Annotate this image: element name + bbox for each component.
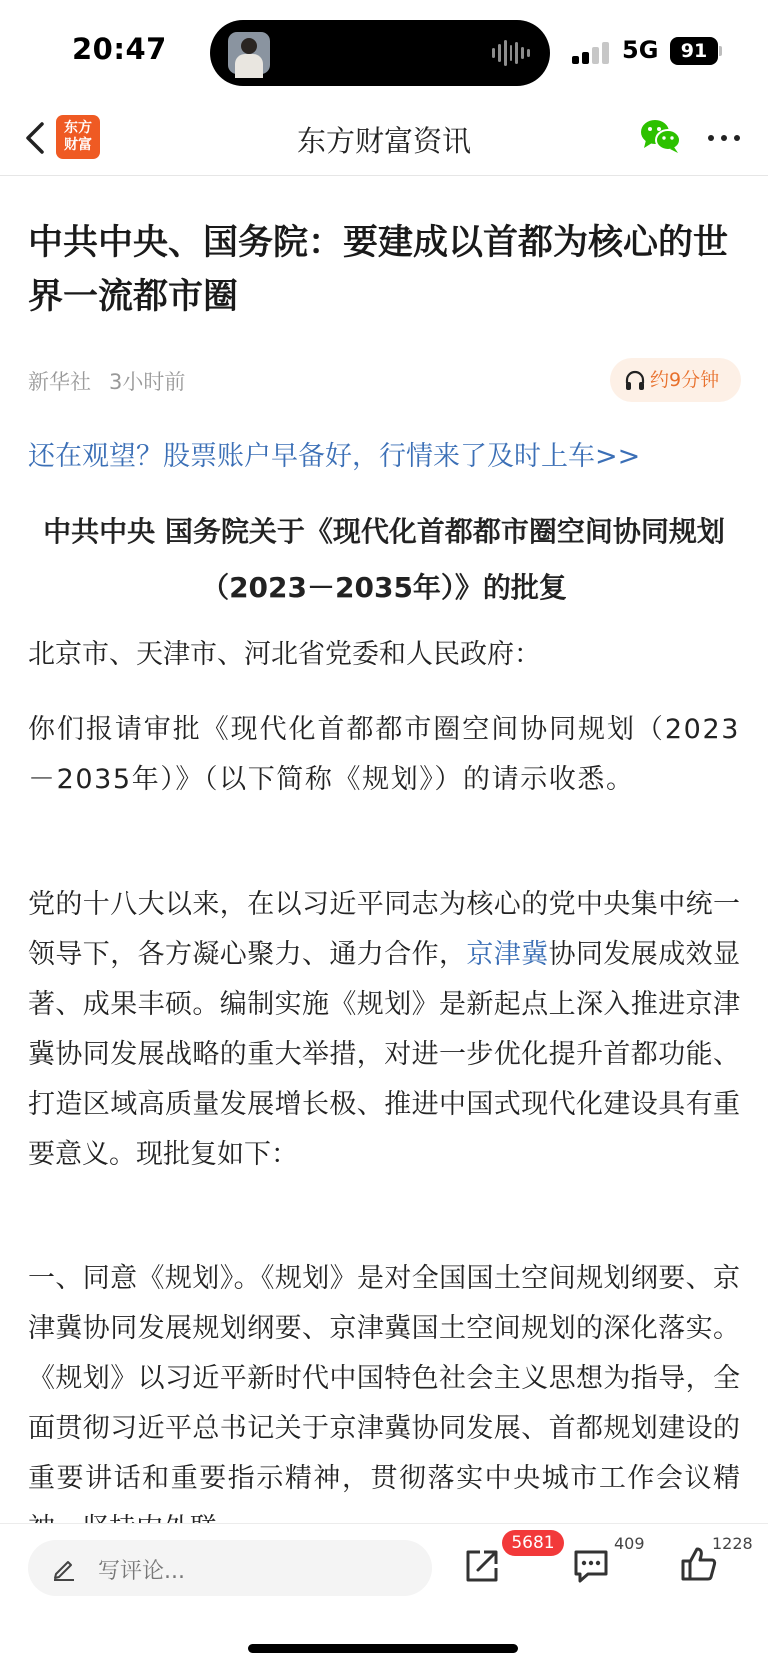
comments-button[interactable] — [572, 1548, 610, 1584]
audio-wave-icon — [492, 38, 530, 68]
battery-level: 91 — [670, 37, 718, 65]
comment-placeholder: 写评论... — [98, 1559, 185, 1584]
pencil-icon — [50, 1554, 78, 1582]
island-avatar-icon — [228, 32, 270, 74]
paragraph-3-text: 党的十八大以来，在以习近平同志为核心的党中央集中统一领导下，各方凝心聚力、通力合作， — [28, 889, 740, 970]
document-heading: 中共中央 国务院关于《现代化首都都市圈空间协同规划（2023－2035年）》的批复 — [43, 515, 725, 604]
comment-bubble-icon — [572, 1548, 610, 1584]
nav-title: 东方财富资讯 — [296, 124, 471, 158]
read-time-label: 约9分钟 — [650, 369, 720, 391]
listen-button[interactable] — [610, 358, 741, 402]
bottom-action-bar — [0, 1523, 768, 1665]
dynamic-island[interactable] — [210, 20, 550, 86]
wechat-share-icon[interactable] — [640, 118, 682, 154]
promo-link[interactable]: 还在观望？股票账户早备好，行情来了及时上车>> — [28, 441, 641, 472]
headphones-icon — [624, 369, 646, 391]
share-icon — [462, 1546, 502, 1586]
paragraph-4: 一、同意《规划》。《规划》是对全国国土空间规划纲要、京津冀协同发展规划纲要、京津冀国土空间规划的深化落实。《规划》以习近平新时代中国特色社会主义思想为指导，全面贯彻习近平总书记关于京津冀协同发展、首都规划建设的重要讲话和重要指示精神，贯彻落实中央城市工作会议精 — [28, 1263, 740, 1494]
paragraph-2: 你们报请审批《现代化首都都市圈空间协同规划（2023－2035年）》（以下简称《规划》）的请示收悉。 — [28, 714, 740, 795]
article-source: 新华社 — [28, 370, 91, 394]
battery-icon — [670, 37, 722, 65]
like-count: 1228 — [712, 1534, 753, 1553]
comment-count: 409 — [614, 1534, 645, 1553]
status-time: 20:47 — [72, 32, 167, 66]
nav-bar — [0, 100, 768, 176]
more-options-icon[interactable] — [706, 124, 742, 152]
paragraph-3-text-cont: 协同发展成效显著、成果丰硕。编制实施《规划》是新起点上深入推进京津冀协同发展战略的重大举措，对进一步优化提升首都功能、打造区域高质量发展增长极、推进中国式现代化建设具有重要意义。现批复如下： — [28, 939, 741, 1170]
network-type: 5G — [622, 36, 659, 64]
paragraph-1: 北京市、天津市、河北省党委和人民政府： — [28, 639, 541, 670]
home-indicator[interactable] — [248, 1644, 518, 1653]
cellular-signal-icon — [572, 42, 612, 64]
comment-input[interactable] — [28, 1540, 432, 1596]
jingjinji-link[interactable]: 京津冀 — [466, 939, 549, 970]
share-button[interactable] — [462, 1546, 502, 1586]
logo-line1: 东方 — [64, 120, 92, 136]
article-title: 中共中央、国务院：要建成以首都为核心的世界一流都市圈 — [28, 223, 729, 317]
paragraph-3 — [28, 880, 740, 1180]
share-count-badge: 5681 — [502, 1530, 564, 1556]
article-meta — [28, 366, 185, 396]
status-bar — [0, 0, 768, 100]
article-time: 3小时前 — [109, 370, 186, 394]
logo-line2: 财富 — [64, 137, 92, 153]
